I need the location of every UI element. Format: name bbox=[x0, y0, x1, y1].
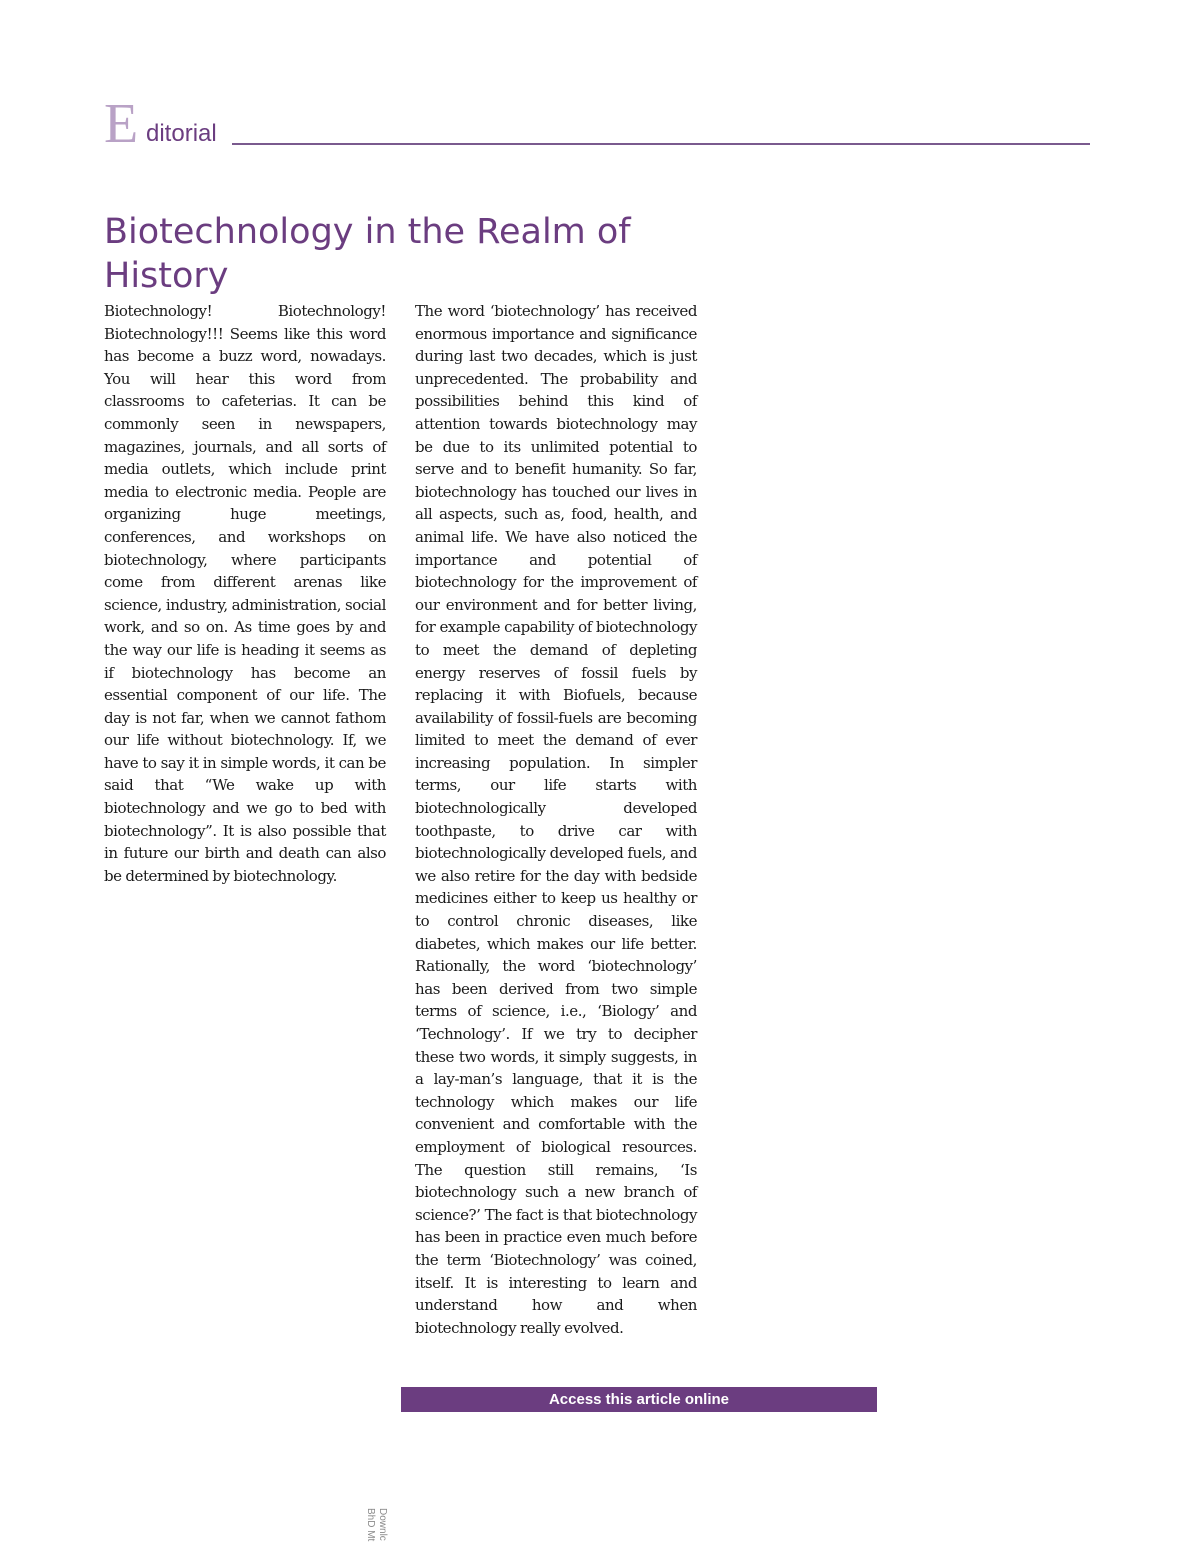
article-column-left: Biotechnology! Biotechnology! Biotechnology!!! Seems like this word has become a buzz word, nowadays. You will hear this word from classrooms to cafeterias. It can be commonly seen in newspapers, magazines, journals, and all sorts of media outlets, which include print media to electronic media. People are organizing huge meetings, conferences, and workshops on biotechnology, where participants come from different arenas like science, industry, administration, social work, and so on. As time goes by and the way our life is heading it seems as if biotechnology has become an essential component of our life. The day is not far, when we cannot fathom our life without biotechnology. If, we have to say it in simple words, it can be said that “We wake up with biotechnology and we go to bed with biotechnology”. It is also possible that in future our birth and death can also be determined by biotechnology. bbox=[104, 302, 386, 885]
section-header bbox=[104, 93, 1090, 155]
margin-download-note bbox=[358, 1508, 388, 1553]
section-divider bbox=[232, 143, 1090, 145]
section-initial: E bbox=[104, 93, 139, 155]
article-title: Biotechnology in the Realm of History bbox=[104, 212, 631, 296]
margin-note-line-2: BhD Mt bbox=[365, 1508, 376, 1542]
section-label: ditorial bbox=[146, 120, 217, 147]
access-article-online-button[interactable]: Access this article online bbox=[401, 1387, 877, 1412]
article-column-right: The word ‘biotechnology’ has received enormous importance and significance during last two decades, which is just unprecedented. The probability and possibilities behind this kind of attention towards biotechnology may be due to its unlimited potential to serve and to benefit humanity. So far, biotechnology has touched our lives in all aspects, such as, food, health, and animal life. We have also noticed the importance and potential of biotechnology for the improvement of our environment and for better living, for example capability of biotechnology to meet the demand of depleting energy reserves of fossil fuels by replacing it with Biofuels, because availability of fossil-fuels are becoming limited to meet the demand of ever increasing population. In simpler terms, our life starts with biotechnologically developed toothpaste, to drive car with biotechnologically developed fuels, and we also retire for the day with bedside medicines either to keep us healthy or to control chronic diseases, like diabetes, which makes our life better. Rationally, the word ‘biotechnology’ has been derived from two simple terms of science, i.e., ‘Biology’ and ‘Technology’. If we try to decipher these two words, it simply suggests, in a lay-man’s language, that it is the technology which makes our life convenient and comfortable with the employment of biological resources. The question still remains, ‘Is biotechnology such a new branch of science?’ The fact is that biotechnology has been in practice even much before the term ‘Biotechnology’ was coined, itself. It is interesting to learn and understand how and when biotechnology really evolved. bbox=[415, 302, 697, 1337]
margin-note-line-1: Downlc bbox=[377, 1508, 388, 1541]
